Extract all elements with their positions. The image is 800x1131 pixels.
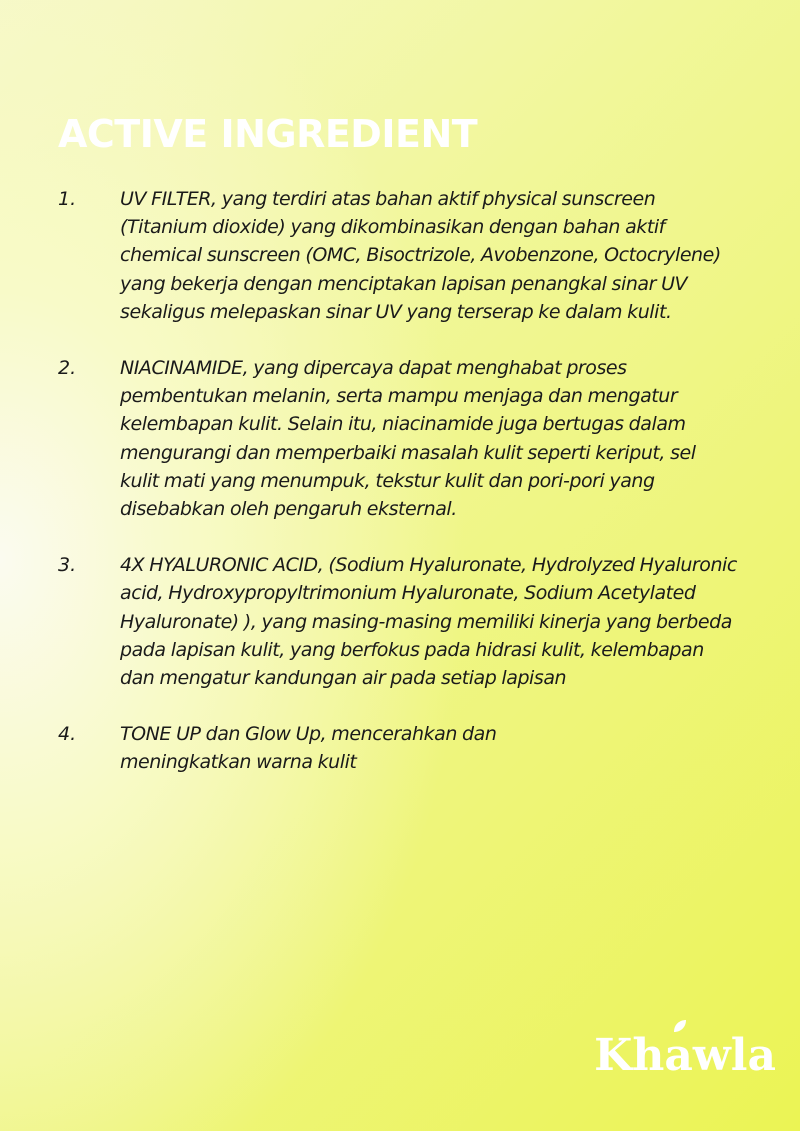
list-item-number: 1. xyxy=(58,188,77,210)
list-item xyxy=(58,720,738,776)
list-item xyxy=(58,185,738,326)
list-item-text: UV FILTER, yang terdiri atas bahan aktif physical sunscreen (Titanium dioxide) yang dikombinasikan dengan bahan aktif chemical sunscreen (OMC, Bisoctrizole, Avobenzone, Octocrylene) yang bekerja dengan menciptakan lapisan penangkal sinar UV sekaligus melepaskan sinar UV yang terserap ke dalam kulit. xyxy=(120,188,721,323)
page-title: ACTIVE INGREDIENT xyxy=(58,112,478,156)
list-item xyxy=(58,551,738,692)
list-item-text: TONE UP dan Glow Up, mencerahkan dan meningkatkan warna kulit xyxy=(120,723,497,774)
ingredient-list xyxy=(58,185,738,805)
list-item-number: 4. xyxy=(58,723,77,746)
list-item-text: 4X HYALURONIC ACID, (Sodium Hyaluronate, Hydrolyzed Hyaluronic acid, Hydroxypropyltrimonium Hyaluronate, Sodium Acetylated Hyaluronate) ), yang masing-masing memiliki kinerja yang berbeda pada lapisan kulit, yang berfokus pada hidrasi kulit, kelembapan dan mengatur kandungan air pada setiap lapisan xyxy=(120,554,737,690)
list-item xyxy=(58,354,738,523)
list-item-number: 2. xyxy=(58,357,77,380)
list-item-text: NIACINAMIDE, yang dipercaya dapat menghabat proses pembentukan melanin, serta mampu menjaga dan mengatur kelembapan kulit. Selain itu, niacinamide juga bertugas dalam mengurangi dan memperbaiki masalah kulit seperti keriput, sel kulit mati yang menumpuk, tekstur kulit dan pori-pori yang disebabkan oleh pengaruh eksternal. xyxy=(120,357,696,521)
list-item-number: 3. xyxy=(58,554,77,577)
brand-logo: Khawla xyxy=(594,1030,776,1081)
